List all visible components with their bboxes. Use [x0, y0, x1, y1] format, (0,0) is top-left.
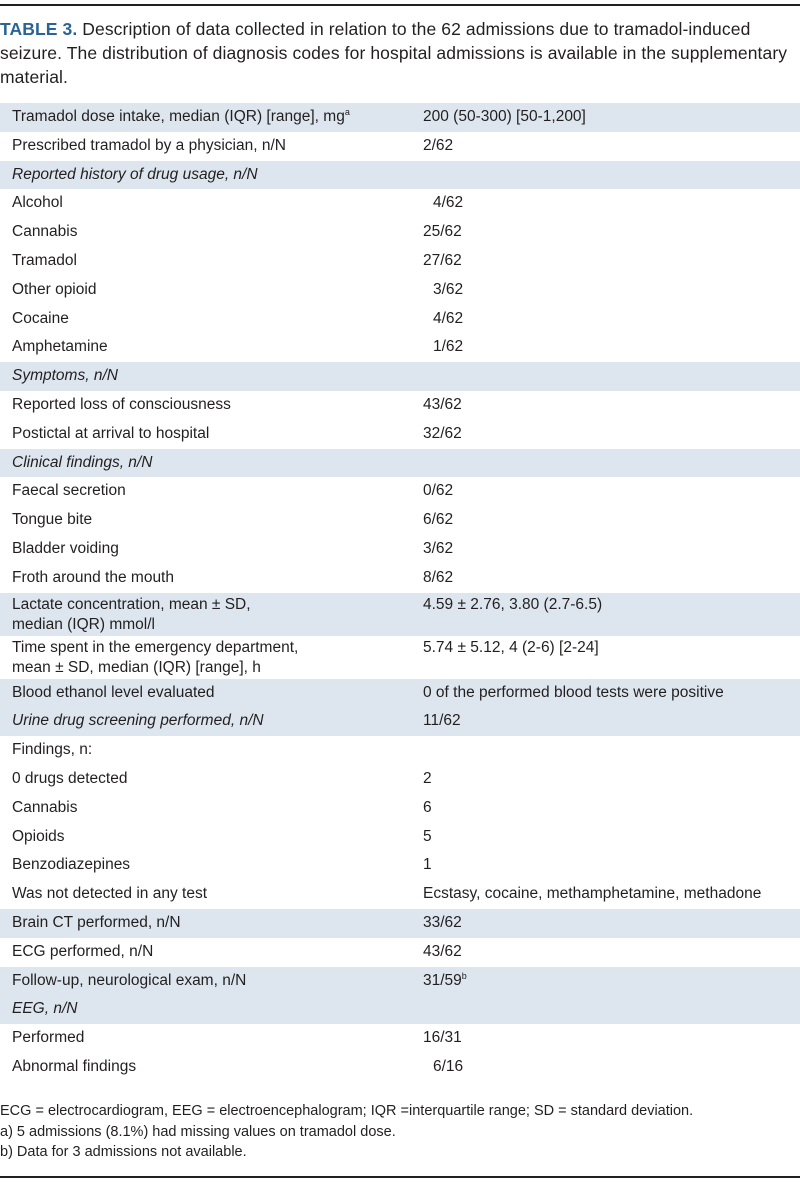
row-value-text: 11/62: [423, 712, 461, 730]
table-row: [0, 909, 800, 938]
row-label-text: EEG, n/N: [12, 1000, 78, 1018]
row-label: [12, 366, 402, 386]
footnote-abbreviations: ECG = electrocardiogram, EEG = electroencephalogram; IQR =interquartile range; SD = standard deviation.: [0, 1103, 694, 1119]
row-label-text: Follow-up, neurological exam, n/N: [12, 971, 247, 989]
row-label: [12, 798, 402, 818]
row-label: [12, 971, 402, 991]
table-row: [0, 506, 800, 535]
row-label-text: Benzodiazepines: [12, 856, 131, 874]
row-label-text: Postictal at arrival to hospital: [12, 424, 210, 442]
row-label: [12, 827, 402, 847]
row-value-text: 43/62: [423, 942, 462, 960]
row-value-text: 5.74 ± 5.12, 4 (2-6) [2-24]: [423, 638, 599, 656]
row-label-text: Abnormal findings: [12, 1057, 137, 1075]
row-label-text: Faecal secretion: [12, 482, 126, 500]
row-value: [423, 395, 798, 415]
row-label: [12, 193, 402, 213]
row-value-text: 31/59: [423, 971, 462, 989]
row-label: [12, 424, 402, 444]
table-row: [0, 276, 800, 305]
row-label-text: Cannabis: [12, 798, 78, 816]
table-row: [0, 449, 800, 478]
row-label-text: Other opioid: [12, 280, 97, 298]
table-row: [0, 189, 800, 218]
row-label-text: ECG performed, n/N: [12, 942, 154, 960]
row-value-text: 32/62: [423, 424, 462, 442]
table-row: [0, 218, 800, 247]
row-label: [12, 395, 402, 415]
row-value: [423, 683, 798, 703]
row-label-text: Was not detected in any test: [12, 885, 208, 903]
footnote-b: b) Data for 3 admissions not available.: [0, 1144, 247, 1160]
row-value: [423, 942, 798, 962]
table-row: [0, 103, 800, 132]
table-caption: [0, 17, 790, 89]
table-row: [0, 995, 800, 1024]
data-table: [0, 103, 800, 1082]
table-row: [0, 593, 800, 636]
row-value-text: 6/16: [433, 1057, 464, 1075]
row-value: [433, 1057, 800, 1077]
row-value: [423, 913, 798, 933]
row-value: [423, 798, 798, 818]
row-label-text: Findings, n:: [12, 741, 93, 759]
row-label-text: Brain CT performed, n/N: [12, 913, 181, 931]
row-value-text: 4.59 ± 2.76, 3.80 (2.7-6.5): [423, 595, 603, 613]
row-label: [12, 222, 402, 242]
table-row: [0, 161, 800, 190]
row-value: [433, 193, 800, 213]
row-label: [12, 510, 402, 530]
table-row: [0, 794, 800, 823]
table-row: [0, 823, 800, 852]
row-label: [12, 769, 402, 789]
row-value-text: 1: [423, 856, 432, 874]
row-value: [423, 510, 798, 530]
row-label: [12, 337, 402, 357]
row-value: [423, 222, 798, 242]
table-row: [0, 132, 800, 161]
table-row: [0, 1053, 800, 1082]
row-label-text: Urine drug screening performed, n/N: [12, 712, 264, 730]
bottom-rule: [0, 1176, 800, 1178]
table-row: [0, 391, 800, 420]
row-value-text: 6: [423, 798, 432, 816]
row-value-text: 2/62: [423, 136, 454, 154]
row-value: [423, 711, 798, 731]
row-value-text: 6/62: [423, 511, 454, 529]
row-value: [423, 595, 798, 615]
row-label: [12, 165, 402, 185]
table-row: [0, 736, 800, 765]
row-value-text: Ecstasy, cocaine, methamphetamine, methadone: [423, 885, 762, 903]
row-label: [12, 595, 402, 635]
table-row: [0, 564, 800, 593]
row-label-text: Lactate concentration, mean ± SD, median (IQR) mmol/l: [12, 595, 251, 633]
row-label: [12, 251, 402, 271]
row-label-text: Bladder voiding: [12, 539, 119, 557]
row-value-text: 43/62: [423, 395, 462, 413]
row-value: [423, 827, 798, 847]
table-row: [0, 851, 800, 880]
top-rule: [0, 4, 800, 6]
row-label: [12, 1057, 402, 1077]
row-value: [423, 769, 798, 789]
table-row: [0, 305, 800, 334]
table-row: [0, 765, 800, 794]
row-label-text: Time spent in the emergency department, mean ± SD, median (IQR) [range], h: [12, 638, 299, 676]
table-row: [0, 333, 800, 362]
row-value-text: 0 of the performed blood tests were positive: [423, 683, 724, 701]
row-value-text: 4/62: [433, 309, 464, 327]
row-value-text: 8/62: [423, 568, 454, 586]
row-value: [423, 136, 798, 156]
table-row: [0, 707, 800, 736]
row-label: [12, 309, 402, 329]
row-value: [423, 638, 798, 658]
row-value: [433, 280, 800, 300]
row-label: [12, 740, 402, 760]
table-row: [0, 679, 800, 708]
row-value-text: 27/62: [423, 251, 462, 269]
table-label: TABLE 3.: [0, 19, 78, 39]
row-label: [12, 280, 402, 300]
table-row: [0, 1024, 800, 1053]
footnotes: [0, 1101, 800, 1163]
footnote-a: a) 5 admissions (8.1%) had missing values on tramadol dose.: [0, 1123, 396, 1140]
row-label-text: Clinical findings, n/N: [12, 453, 153, 471]
row-label-text: 0 drugs detected: [12, 769, 128, 787]
row-label-text: Prescribed tramadol by a physician, n/N: [12, 136, 286, 154]
row-label: [12, 999, 402, 1019]
row-value: [423, 481, 798, 501]
row-value-text: 0/62: [423, 482, 454, 500]
table-row: [0, 477, 800, 506]
table-row: [0, 967, 800, 996]
row-value: [423, 424, 798, 444]
row-label-text: Opioids: [12, 827, 65, 845]
row-value-text: 3/62: [433, 280, 464, 298]
row-value: [423, 884, 798, 904]
row-value-text: 33/62: [423, 913, 462, 931]
row-label: [12, 884, 402, 904]
row-value: [423, 539, 798, 559]
table-row: [0, 247, 800, 276]
table-row: [0, 938, 800, 967]
row-label-text: Reported history of drug usage, n/N: [12, 165, 258, 183]
row-value-text: 4/62: [433, 194, 464, 212]
row-value: [423, 251, 798, 271]
row-label: [12, 1028, 402, 1048]
row-label-text: Tongue bite: [12, 511, 93, 529]
caption-text: Description of data collected in relation to the 62 admissions due to tramadol-induced seizure. The distribution of diagnosis codes for hospital admissions is available in the supplementary material.: [0, 19, 788, 87]
row-value-text: 16/31: [423, 1029, 462, 1047]
row-label-text: Tramadol dose intake, median (IQR) [range], mg: [12, 108, 345, 125]
row-value-text: 5: [423, 827, 432, 845]
footnote-marker: a: [344, 107, 350, 117]
row-label-text: Reported loss of consciousness: [12, 395, 231, 413]
row-label: [12, 107, 402, 128]
row-label-text: Tramadol: [12, 251, 77, 269]
row-value: [433, 337, 800, 357]
row-label: [12, 913, 402, 933]
row-label-text: Blood ethanol level evaluated: [12, 683, 215, 701]
row-label: [12, 855, 402, 875]
table-row: [0, 636, 800, 679]
row-label-text: Cocaine: [12, 309, 69, 327]
row-label-text: Cannabis: [12, 223, 78, 241]
row-label-text: Alcohol: [12, 194, 63, 212]
table-row: [0, 420, 800, 449]
table-row: [0, 362, 800, 391]
row-value: [423, 855, 798, 875]
row-value-text: 2: [423, 769, 432, 787]
row-label: [12, 136, 402, 156]
row-label-text: Amphetamine: [12, 338, 108, 356]
row-label: [12, 711, 402, 731]
row-value-text: 3/62: [423, 539, 454, 557]
row-label: [12, 638, 402, 678]
row-value-text: 1/62: [433, 338, 464, 356]
row-value: [423, 568, 798, 588]
row-label: [12, 683, 402, 703]
row-value: [423, 107, 798, 127]
row-value-text: 25/62: [423, 223, 462, 241]
row-label: [12, 453, 402, 473]
table-row: [0, 535, 800, 564]
row-label-text: Symptoms, n/N: [12, 367, 118, 385]
table-row: [0, 880, 800, 909]
row-label-text: Performed: [12, 1029, 85, 1047]
row-value: [423, 971, 798, 992]
row-label: [12, 481, 402, 501]
row-value: [433, 309, 800, 329]
row-label-text: Froth around the mouth: [12, 568, 174, 586]
footnote-marker: b: [461, 970, 467, 981]
row-value-text: 200 (50-300) [50-1,200]: [423, 108, 586, 125]
row-value: [423, 1028, 798, 1048]
row-label: [12, 942, 402, 962]
row-label: [12, 539, 402, 559]
row-label: [12, 568, 402, 588]
